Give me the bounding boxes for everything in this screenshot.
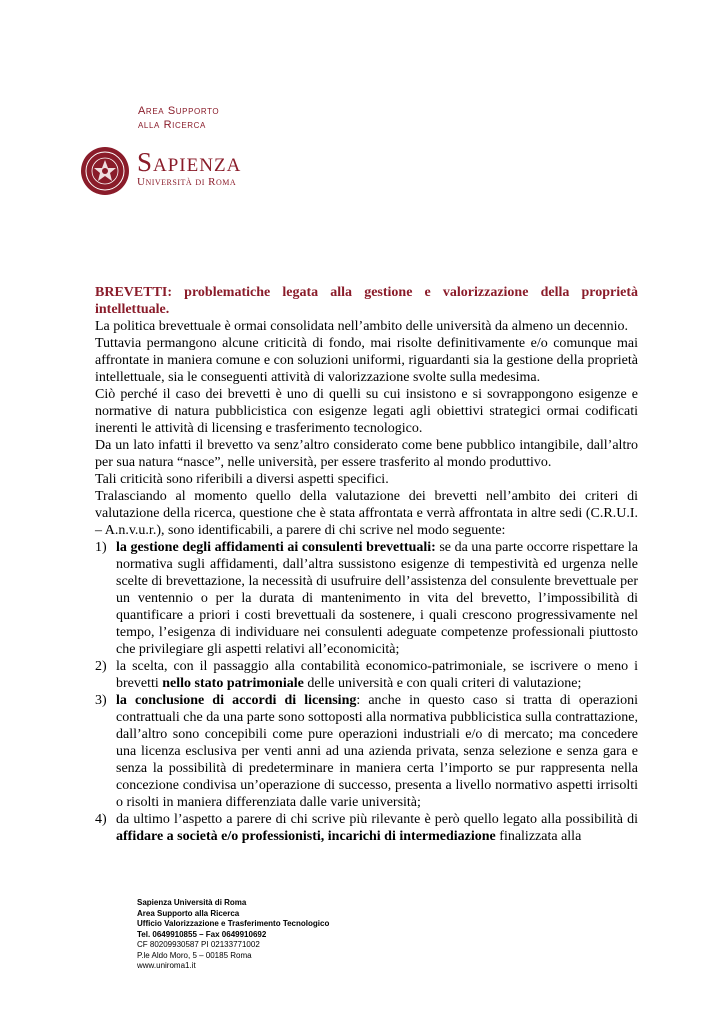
area-line-2: alla Ricerca <box>138 119 206 131</box>
document-title: BREVETTI: problematiche legata alla gestione e valorizzazione della proprietà intellettuale. <box>95 285 638 317</box>
area-line-1: Area Supporto <box>138 105 220 117</box>
paragraph: La politica brevettuale è ormai consolidata nell’ambito delle università da almeno un decennio. <box>95 319 628 334</box>
list-text: la scelta, con il passaggio alla contabilità economico-patrimoniale, se iscrivere o meno i brevetti <box>116 659 638 691</box>
brand-subtitle: Università di Roma <box>137 176 237 188</box>
list-text: se da una parte occorre rispettare la normativa sugli affidamenti, dall’altra sussistono esigenze di tempestività ed urgenza nelle scelte di brevettazione, la necessità di usufruire dell’assistenza del consulente brevettuale per un ventennio o per la durata di mantenimento in vita del brevetto, l’impossibilità di quantificare a priori i costi brevettuali da sostenere, i quali crescono progressivamente nel tempo, l’esigenza di individuare nei consulenti adeguate competenze professionali piuttosto che privilegiare gli aspetti relativi all’economicità; <box>116 540 638 657</box>
list-number: 3) <box>95 693 107 708</box>
list-bold-text: la gestione degli affidamenti ai consulenti brevettuali: <box>116 540 436 555</box>
list-number: 2) <box>95 659 107 674</box>
list-item <box>95 811 638 845</box>
area-supporto-label <box>138 104 219 132</box>
footer-website: www.uniroma1.it <box>137 961 196 970</box>
footer-university: Sapienza Università di Roma <box>137 898 247 907</box>
paragraph: Tralasciando al momento quello della valutazione dei brevetti nell’ambito dei criteri di valutazione della ricerca, questione che è stata affrontata e verrà affrontata in altre sedi (C.R.U.I. – A.n.v.u.r.), sono identificabili, a parere di chi scrive nel modo seguente: <box>95 489 638 538</box>
list-text: delle università e con quali criteri di valutazione; <box>303 676 582 691</box>
list-text: da ultimo l’aspetto a parere di chi scrive più rilevante è però quello legato alla possibilità di <box>116 812 638 827</box>
list-item <box>95 658 638 692</box>
list-item <box>95 692 638 811</box>
list-text: : anche in questo caso si tratta di operazioni contrattuali che da una parte sono sottoposti alla normativa pubblicistica sulla contrattazione, dall’altro sono concepibili come pure operazioni industriali e/o di mercato; ma concedere una licenza esclusiva per venti anni ad una azienda privata, senza selezione e senza gara e senza la possibilità di predeterminare in maniera certa l’importo se pur rappresenta nella concezione condivisa un’operazione di successo, presenta a livello normativo aspetti irrisolti o risolti in maniera differenziata dalle varie università; <box>116 693 638 810</box>
issues-list <box>95 539 638 845</box>
brand-name: Sapienza <box>137 147 242 177</box>
document-body <box>95 284 638 845</box>
list-bold-text: la conclusione di accordi di licensing <box>116 693 357 708</box>
brand-block <box>137 148 241 188</box>
paragraph: Tuttavia permangono alcune criticità di fondo, mai risolte definitivamente e/o comunque mai affrontate in maniera comune e con soluzioni uniformi, riguardanti sia la gestione della proprietà intellettuale, sia le conseguenti attività di valorizzazione svolte sulla medesima. <box>95 336 638 385</box>
footer-address: P.le Aldo Moro, 5 – 00185 Roma <box>137 950 252 960</box>
footer-contacts <box>137 898 329 972</box>
sapienza-seal-icon <box>80 146 130 196</box>
footer-office: Ufficio Valorizzazione e Trasferimento Tecnologico <box>137 919 330 928</box>
list-text: finalizzata alla <box>495 829 582 844</box>
footer-tax-code: CF 80209930587 PI 02133771002 <box>137 940 260 949</box>
list-number: 1) <box>95 540 107 555</box>
paragraph: Da un lato infatti il brevetto va senz’altro considerato come bene pubblico intangibile, dall’altro per sua natura “nasce”, nelle università, per essere trasferito al mondo produttivo. <box>95 438 638 470</box>
paragraph: Ciò perché il caso dei brevetti è uno di quelli su cui insistono e si sovrappongono esigenze e normative di natura pubblicistica con esigenze legati agli obiettivi strategici ormai codificati inerenti le attività di licensing e trasferimento tecnologico. <box>95 387 638 436</box>
footer-phone: Tel. 0649910855 – Fax 0649910692 <box>137 929 267 939</box>
footer-area: Area Supporto alla Ricerca <box>137 908 240 918</box>
list-bold-text: nello stato patrimoniale <box>162 676 304 691</box>
list-item <box>95 539 638 658</box>
paragraph: Tali criticità sono riferibili a diversi aspetti specifici. <box>95 472 389 487</box>
list-bold-text: affidare a società e/o professionisti, incarichi di intermediazione <box>116 829 496 844</box>
list-number: 4) <box>95 812 107 827</box>
